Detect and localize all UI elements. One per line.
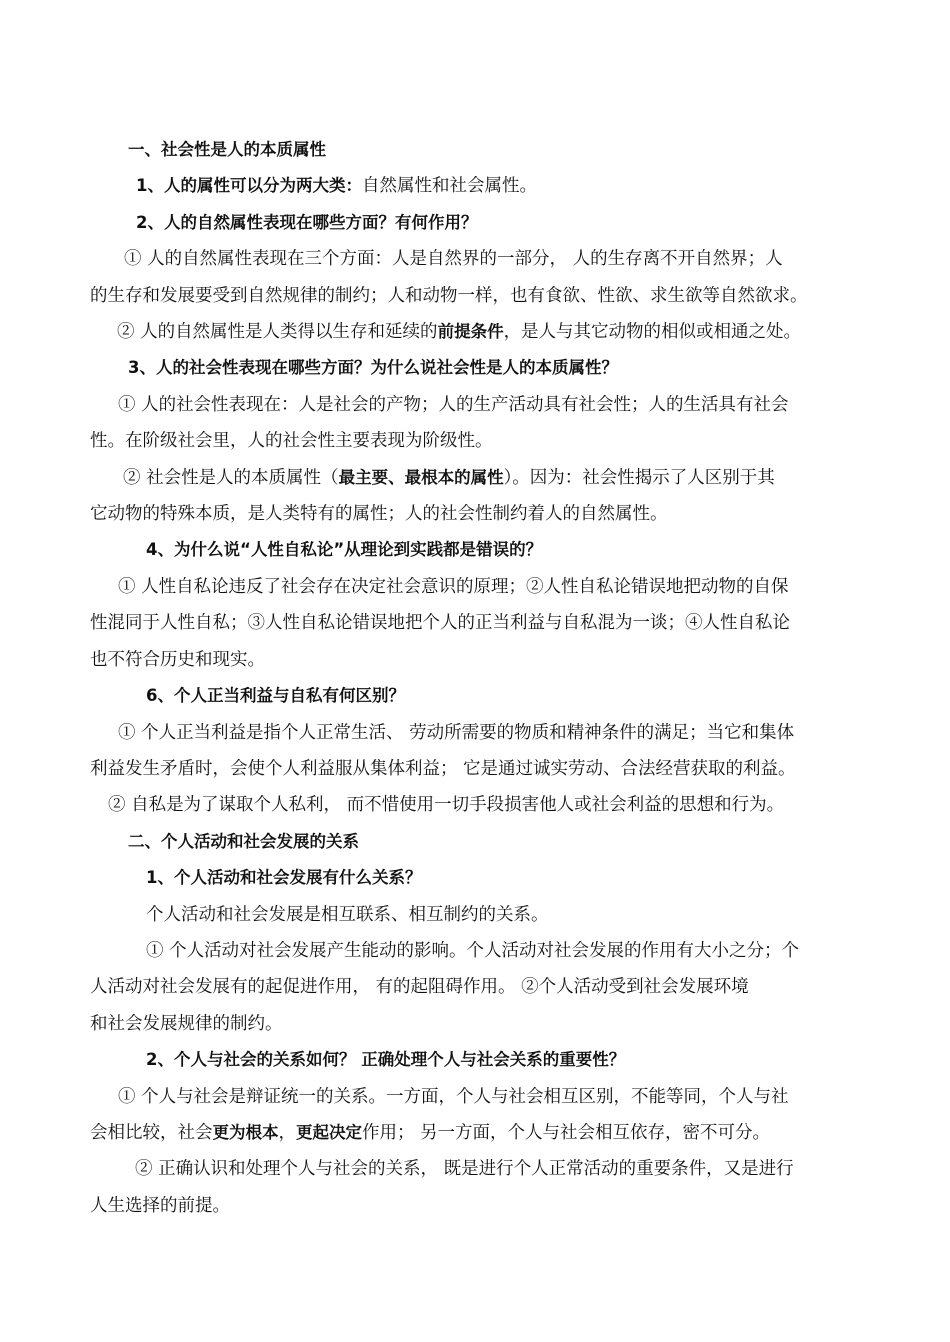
q3-answer-2-line-1 (123, 460, 865, 496)
q4-answer-line-3: 也不符合历史和现实。 (90, 649, 265, 670)
section-1-title: 一、社会性是人的本质属性 (128, 140, 326, 159)
question-1-answer: 自然属性和社会属性。 (361, 176, 537, 197)
q2-answer-1-line-1: ① 人的自然属性表现在三个方面：人是自然界的一部分， 人的生存离不开自然界；人 (124, 249, 783, 270)
q2-answer-2-bold: 前提条件 (437, 322, 504, 342)
s2-q2-answer-1-bold-2: 更起决定 (296, 1122, 362, 1142)
question-6: 6、个人正当利益与自私有何区别？ (146, 686, 405, 706)
s2-q2-answer-1-text: 会相比较，社会 (90, 1122, 213, 1143)
s2-q2-answer-1-bold-1: 更为根本 (212, 1122, 279, 1142)
s2-q1-intro: 个人活动和社会发展是相互联系、相互制约的关系。 (146, 904, 549, 925)
q2-answer-1-line-2: 的生存和发展要受到自然规律的制约；人和动物一样，也有食欲、性欲、求生欲等自然欲求。 (90, 285, 808, 306)
q2-answer-2-text-end: ，是人与其它动物的相似或相通之处。 (503, 322, 802, 343)
q4-answer-line-2: 性混同于人性自私；③人性自私论错误地把个人的正当利益与自私混为一谈；④人性自私论 (90, 613, 790, 634)
q2-answer-2 (117, 314, 865, 350)
q3-answer-2-bold: 最主要、最根本的属性 (338, 467, 504, 487)
q4-answer-line-1: ① 人性自私论违反了社会存在决定社会意识的原理；②人性自私论错误地把动物的自保 (118, 576, 789, 597)
q3-answer-2-text-end: ）。因为：社会性揭示了人区别于其 (503, 467, 775, 488)
q3-answer-1-line-1: ① 人的社会性表现在：人是社会的产物；人的生产活动具有社会性；人的生活具有社会 (118, 394, 789, 415)
s2-q2-answer-1-line-1: ① 个人与社会是辩证统一的关系。一方面，个人与社会相互区别，不能等同，个人与社 (118, 1086, 789, 1107)
section-2-title: 二、个人活动和社会发展的关系 (128, 831, 359, 851)
s2-q2-answer-2-line-1: ② 正确认识和处理个人与社会的关系， 既是进行个人正常活动的重要条件，又是进行 (135, 1159, 794, 1180)
s2-q1-answer-line-3: 和社会发展规律的制约。 (90, 1013, 283, 1034)
q6-answer-2: ② 自私是为了谋取个人私利， 而不惜使用一切手段损害他人或社会利益的思想和行为。 (108, 795, 785, 816)
q6-answer-1-line-2: 利益发生矛盾时，会使个人利益服从集体利益； 它是通过诚实劳动、合法经营获取的利益。 (90, 758, 796, 779)
q3-answer-2-text: ② 社会性是人的本质属性（ (123, 467, 339, 488)
question-2: 2、人的自然属性表现在哪些方面？有何作用？ (136, 212, 478, 232)
s2-q2-answer-1-line-2 (90, 1115, 865, 1151)
q3-answer-2-line-2: 它动物的特殊本质，是人类特有的属性；人的社会性制约着人的自然属性。 (90, 504, 668, 525)
section-2-question-2: 2、个人与社会的关系如何？ 正确处理个人与社会关系的重要性？ (146, 1050, 626, 1070)
q6-answer-1-line-1: ① 个人正当利益是指个人正常生活、 劳动所需要的物质和精神条件的满足；当它和集体 (118, 722, 795, 743)
question-4: 4、为什么说“人性自私论”从理论到实践都是错误的？ (146, 540, 543, 560)
question-1-label: 1、人的属性可以分为两大类： (136, 176, 362, 196)
section-2-question-1: 1、个人活动和社会发展有什么关系？ (146, 868, 422, 888)
question-1 (136, 168, 865, 204)
s2-q2-answer-2-line-2: 人生选择的前提。 (90, 1195, 230, 1216)
q2-answer-2-text: ② 人的自然属性是人类得以生存和延续的 (117, 322, 438, 343)
s2-q1-answer-line-1: ① 个人活动对社会发展产生能动的影响。个人活动对社会发展的作用有大小之分；个 (146, 940, 800, 961)
document-body (90, 132, 865, 1224)
q3-answer-1-line-2: 性。在阶级社会里，人的社会性主要表现为阶级性。 (90, 431, 493, 452)
s2-q2-answer-1-comma: ， (278, 1122, 296, 1143)
s2-q2-answer-1-text-end: 作用； 另一方面，个人与社会相互依存，密不可分。 (362, 1122, 771, 1143)
s2-q1-answer-line-2: 人活动对社会发展有的起促进作用， 有的起阻碍作用。 ②个人活动受到社会发展环境 (90, 977, 749, 998)
question-3: 3、人的社会性表现在哪些方面？为什么说社会性是人的本质属性？ (128, 358, 618, 378)
